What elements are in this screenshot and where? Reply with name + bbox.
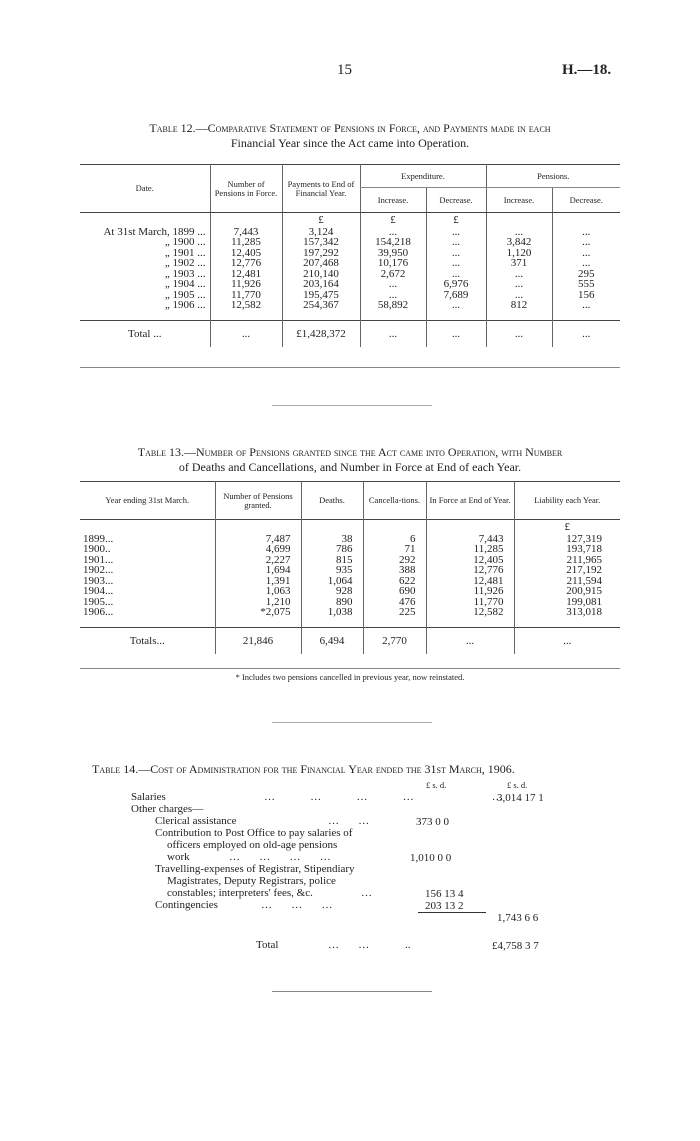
t12-cell-pen-decrease: 295	[552, 269, 620, 280]
spacer-cell	[360, 311, 426, 321]
t13-head-granted: Number of Pensions granted.	[215, 482, 301, 520]
t13-cell-year: 1904...	[83, 585, 114, 597]
t12-total-number: ...	[210, 321, 282, 347]
t12-cell-exp-decrease: ...	[426, 248, 486, 259]
t14-travel-line3-label: constables; interpreters' fees, &c.	[167, 887, 313, 899]
t12-cell-pen-decrease: ...	[552, 300, 620, 311]
t13-cell-year: 1902...	[83, 564, 114, 576]
t14-total-amount: £4,758 3 7	[492, 940, 539, 952]
t13-total-deaths: 6,494	[301, 628, 363, 654]
t13-cell-deaths: 890	[301, 597, 363, 608]
t13-cell-cancellations: 71	[363, 544, 426, 555]
spacer-cell	[80, 618, 215, 628]
t12-cell-pen-increase: 3,842	[486, 237, 552, 248]
t13-cell-cancellations: 388	[363, 565, 426, 576]
t12-total-exp-decrease: ...	[426, 321, 486, 347]
t13-cell-cancellations: 225	[363, 607, 426, 618]
t13-cell-cancellations: 622	[363, 576, 426, 587]
t12-head-pen-decrease: Decrease.	[552, 188, 620, 213]
t13-cell-inforce: 11,285	[426, 544, 514, 555]
t12-cell-exp-increase: 154,218	[360, 237, 426, 248]
t12-bottom-rule	[80, 367, 620, 368]
t14-other-charges: Other charges—	[131, 803, 204, 815]
t13-cell-granted: 1,210	[215, 597, 301, 608]
t12-cell-pen-decrease: ...	[552, 258, 620, 269]
t12-cell-exp-decrease: 7,689	[426, 290, 486, 301]
t12-head-pen-increase: Increase.	[486, 188, 552, 213]
t12-caption-line1: Table 12.—Comparative Statement of Pensions in Force, and Payments made in each	[149, 121, 551, 135]
t13-cell-inforce: 11,926	[426, 586, 514, 597]
page-reference: H.—18.	[562, 62, 612, 78]
t14-total-label: Total	[256, 939, 279, 951]
t13-cell-deaths: 815	[301, 555, 363, 566]
t12-head-payments: Payments to End of Financial Year.	[282, 165, 360, 213]
t13-cell-granted: 4,699	[215, 544, 301, 555]
t12-cell-pen-increase: 1,120	[486, 248, 552, 259]
t12-total-exp-increase: ...	[360, 321, 426, 347]
t12-head-exp-increase: Increase.	[360, 188, 426, 213]
t13-caption-line1: Table 13.—Number of Pensions granted since the Act came into Operation, with Number	[137, 445, 563, 459]
t12-cell-payments: 210,140	[282, 269, 360, 280]
t13-caption-line2: of Deaths and Cancellations, and Number in Force at End of each Year.	[178, 460, 522, 474]
table-row	[80, 227, 620, 238]
t14-clerical: Clerical assistance … …	[155, 815, 370, 827]
t12-head-pensions: Pensions.	[486, 165, 620, 188]
t13-cell-inforce: 7,443	[426, 534, 514, 545]
spacer-cell	[486, 311, 552, 321]
t14-contingencies-amount: 203 13 2	[425, 900, 464, 912]
t13-unit-liability: £	[514, 520, 620, 534]
t14-contingencies-label: Contingencies	[155, 899, 218, 911]
t14-travel-line1: Travelling-expenses of Registrar, Stipendiary	[155, 863, 355, 875]
t13-head-liability: Liability each Year.	[514, 482, 620, 520]
t13-cell-liability: 193,718	[514, 544, 620, 555]
t13-cell-liability: 217,192	[514, 565, 620, 576]
table-row-spacer	[80, 311, 620, 321]
t13-cell-liability: 313,018	[514, 607, 620, 618]
t14-total: Total … … ..	[256, 939, 411, 951]
t12-head-number: Number of Pensions in Force.	[210, 165, 282, 213]
t12-cell-pen-increase: ...	[486, 227, 552, 238]
t13-total-cancellations: 2,770	[363, 628, 426, 654]
table-row	[80, 269, 620, 280]
t13-cell-year: 1905...	[83, 595, 114, 608]
t13-head-cancellations: Cancella-tions.	[363, 482, 426, 520]
t12-cell-pen-increase: ...	[486, 290, 552, 301]
t14-contingencies: Contingencies … … …	[155, 899, 333, 911]
table-row	[80, 279, 620, 290]
t12-cell-date: „ 1903 ...	[164, 267, 206, 280]
t13-caption	[80, 445, 620, 475]
t12-total-label: Total ...	[128, 327, 162, 340]
t14-salaries-label: Salaries	[131, 791, 166, 803]
section-divider-2	[272, 722, 432, 723]
t14-caption: Table 14.—Cost of Administration for the Financial Year ended the 31st March, 1906.	[92, 762, 515, 776]
t12-head-expenditure: Expenditure.	[360, 165, 486, 188]
table-row	[80, 248, 620, 259]
t12-cell-date: „ 1905 ...	[164, 288, 206, 301]
t12-cell-exp-decrease: ...	[426, 258, 486, 269]
t12-unit-payments: £	[282, 213, 360, 227]
t14-col-head-1: £ s. d.	[426, 780, 447, 790]
t13-cell-granted: 1,694	[215, 565, 301, 576]
table-12	[80, 164, 620, 347]
table-row	[80, 565, 620, 576]
spacer-cell	[282, 311, 360, 321]
t13-head-year: Year ending 31st March.	[105, 495, 190, 505]
t14-other-total: 1,743 6 6	[497, 912, 539, 924]
t13-cell-cancellations: 6	[363, 534, 426, 545]
t13-cell-deaths: 38	[301, 534, 363, 545]
t12-caption-line2: Financial Year since the Act came into Operation.	[230, 136, 470, 150]
t12-cell-number: 12,481	[210, 269, 282, 280]
t12-total-pen-increase: ...	[486, 321, 552, 347]
t12-head-exp-decrease: Decrease.	[426, 188, 486, 213]
t12-cell-pen-increase: ...	[486, 279, 552, 290]
t14-post-line2: officers employed on old-age pensions	[167, 839, 338, 851]
t13-cell-granted: 1,391	[215, 576, 301, 587]
spacer-cell	[215, 618, 301, 628]
page-number: 15	[337, 62, 352, 78]
t12-cell-exp-increase: 10,176	[360, 258, 426, 269]
t13-cell-year: 1906...	[83, 606, 114, 618]
t13-cell-year: 1903...	[83, 574, 114, 587]
t13-head-inforce: In Force at End of Year.	[426, 482, 514, 520]
t13-total-inforce: ...	[426, 628, 514, 654]
spacer-cell	[552, 311, 620, 321]
t13-cell-deaths: 935	[301, 565, 363, 576]
t13-cell-inforce: 11,770	[426, 597, 514, 608]
t13-cell-granted: 2,227	[215, 555, 301, 566]
t12-head-date: Date.	[80, 165, 210, 213]
t13-total-label: Totals...	[129, 634, 165, 647]
section-divider	[272, 405, 432, 406]
t12-cell-number: 12,405	[210, 248, 282, 259]
t12-cell-number: 11,770	[210, 290, 282, 301]
table-row	[80, 290, 620, 301]
table-row	[80, 586, 620, 597]
t13-cell-year: 1901...	[83, 553, 114, 566]
t12-cell-payments: 157,342	[282, 237, 360, 248]
t12-cell-exp-increase: 2,672	[360, 269, 426, 280]
t13-cell-year: 1900..	[83, 543, 111, 555]
t12-cell-date: „ 1906 ...	[164, 299, 206, 311]
t12-cell-date: „ 1904 ...	[164, 278, 206, 290]
t13-cell-liability: 200,915	[514, 586, 620, 597]
t14-col-head-2: £ s. d.	[507, 780, 528, 790]
t12-cell-pen-increase: 812	[486, 300, 552, 311]
t14-post-line3: work … … … …	[167, 851, 331, 863]
spacer-cell	[210, 311, 282, 321]
t12-unit-exp-increase: £	[360, 213, 426, 227]
spacer-cell	[80, 311, 210, 321]
t13-cell-inforce: 12,776	[426, 565, 514, 576]
t12-cell-pen-increase: 371	[486, 258, 552, 269]
t14-clerical-label: Clerical assistance	[155, 815, 237, 827]
t12-cell-pen-decrease: ...	[552, 237, 620, 248]
t12-cell-exp-increase: ...	[360, 279, 426, 290]
t13-cell-cancellations: 476	[363, 597, 426, 608]
t13-cell-deaths: 1,038	[301, 607, 363, 618]
t13-cell-deaths: 1,064	[301, 576, 363, 587]
t12-cell-payments: 254,367	[282, 300, 360, 311]
t13-total-liability: ...	[514, 628, 620, 654]
t12-cell-exp-decrease: ...	[426, 227, 486, 238]
t14-travel-line3: constables; interpreters' fees, &c. …	[167, 887, 372, 899]
t13-cell-granted: 7,487	[215, 534, 301, 545]
t14-salaries-amount: 3,014 17 1	[497, 792, 544, 804]
t12-cell-number: 12,582	[210, 300, 282, 311]
t14-clerical-amount: 373 0 0	[416, 816, 449, 828]
t12-total-payments: £1,428,372	[282, 321, 360, 347]
t12-unit-exp-decrease: £	[426, 213, 486, 227]
t14-post-line1: Contribution to Post Office to pay salaries of	[155, 827, 353, 839]
t12-cell-exp-increase: 58,892	[360, 300, 426, 311]
t12-cell-pen-decrease: 555	[552, 279, 620, 290]
t13-cell-year: 1899...	[83, 532, 114, 545]
t14-subtotal-rule	[418, 912, 486, 913]
t12-cell-exp-decrease: ...	[426, 269, 486, 280]
spacer-cell	[301, 618, 363, 628]
t13-total-granted: 21,846	[215, 628, 301, 654]
t13-cell-inforce: 12,405	[426, 555, 514, 566]
t12-cell-number: 12,776	[210, 258, 282, 269]
t13-cell-inforce: 12,582	[426, 607, 514, 618]
table-row	[80, 607, 620, 618]
table-row	[80, 258, 620, 269]
t13-cell-liability: 211,965	[514, 555, 620, 566]
t12-cell-number: 11,926	[210, 279, 282, 290]
t14-post-line3-label: work	[167, 851, 190, 863]
table-row	[80, 300, 620, 311]
t13-cell-liability: 127,319	[514, 534, 620, 545]
t12-cell-pen-increase: ...	[486, 269, 552, 280]
t13-cell-liability: 211,594	[514, 576, 620, 587]
t13-cell-granted: *2,075	[215, 607, 301, 618]
t12-total-pen-decrease: ...	[552, 321, 620, 347]
t12-caption	[80, 121, 620, 151]
t13-cell-granted: 1,063	[215, 586, 301, 597]
t12-cell-payments: 3,124	[282, 227, 360, 238]
t13-cell-deaths: 786	[301, 544, 363, 555]
t12-cell-number: 11,285	[210, 237, 282, 248]
end-rule	[272, 991, 432, 992]
spacer-cell	[426, 618, 514, 628]
t12-cell-exp-decrease: ...	[426, 237, 486, 248]
t13-cell-cancellations: 690	[363, 586, 426, 597]
t13-cell-deaths: 928	[301, 586, 363, 597]
t13-cell-liability: 199,081	[514, 597, 620, 608]
t13-cell-inforce: 12,481	[426, 576, 514, 587]
t12-cell-number: 7,443	[210, 227, 282, 238]
t12-cell-payments: 203,164	[282, 279, 360, 290]
t12-cell-exp-increase: ...	[360, 227, 426, 238]
t14-travel-line2: Magistrates, Deputy Registrars, police	[167, 875, 336, 887]
t12-cell-payments: 195,475	[282, 290, 360, 301]
t12-cell-pen-decrease: 156	[552, 290, 620, 301]
table-row-spacer	[80, 618, 620, 628]
t12-cell-exp-decrease: ...	[426, 300, 486, 311]
t13-head-deaths: Deaths.	[301, 482, 363, 520]
t12-cell-exp-decrease: 6,976	[426, 279, 486, 290]
spacer-cell	[514, 618, 620, 628]
t14-post-amount: 1,010 0 0	[410, 852, 452, 864]
t12-cell-date: „ 1902 ...	[164, 257, 206, 269]
t12-cell-pen-decrease: ...	[552, 248, 620, 259]
t12-cell-date: „ 1900 ...	[164, 236, 206, 248]
table-row	[80, 237, 620, 248]
t14-salaries: Salaries … … … … …	[131, 791, 505, 803]
t12-cell-payments: 207,468	[282, 258, 360, 269]
spacer-cell	[426, 311, 486, 321]
t12-cell-exp-increase: ...	[360, 290, 426, 301]
t13-bottom-rule	[80, 668, 620, 669]
t12-cell-date: At 31st March, 1899 ...	[103, 225, 206, 238]
t13-cell-cancellations: 292	[363, 555, 426, 566]
t12-cell-pen-decrease: ...	[552, 227, 620, 238]
t12-cell-payments: 197,292	[282, 248, 360, 259]
t12-cell-exp-increase: 39,950	[360, 248, 426, 259]
spacer-cell	[363, 618, 426, 628]
t14-travel-amount: 156 13 4	[425, 888, 464, 900]
t13-footnote: * Includes two pensions cancelled in previous year, now reinstated.	[235, 672, 465, 682]
t12-cell-date: „ 1901 ...	[164, 246, 206, 259]
table-13	[80, 481, 620, 654]
table-row	[80, 544, 620, 555]
